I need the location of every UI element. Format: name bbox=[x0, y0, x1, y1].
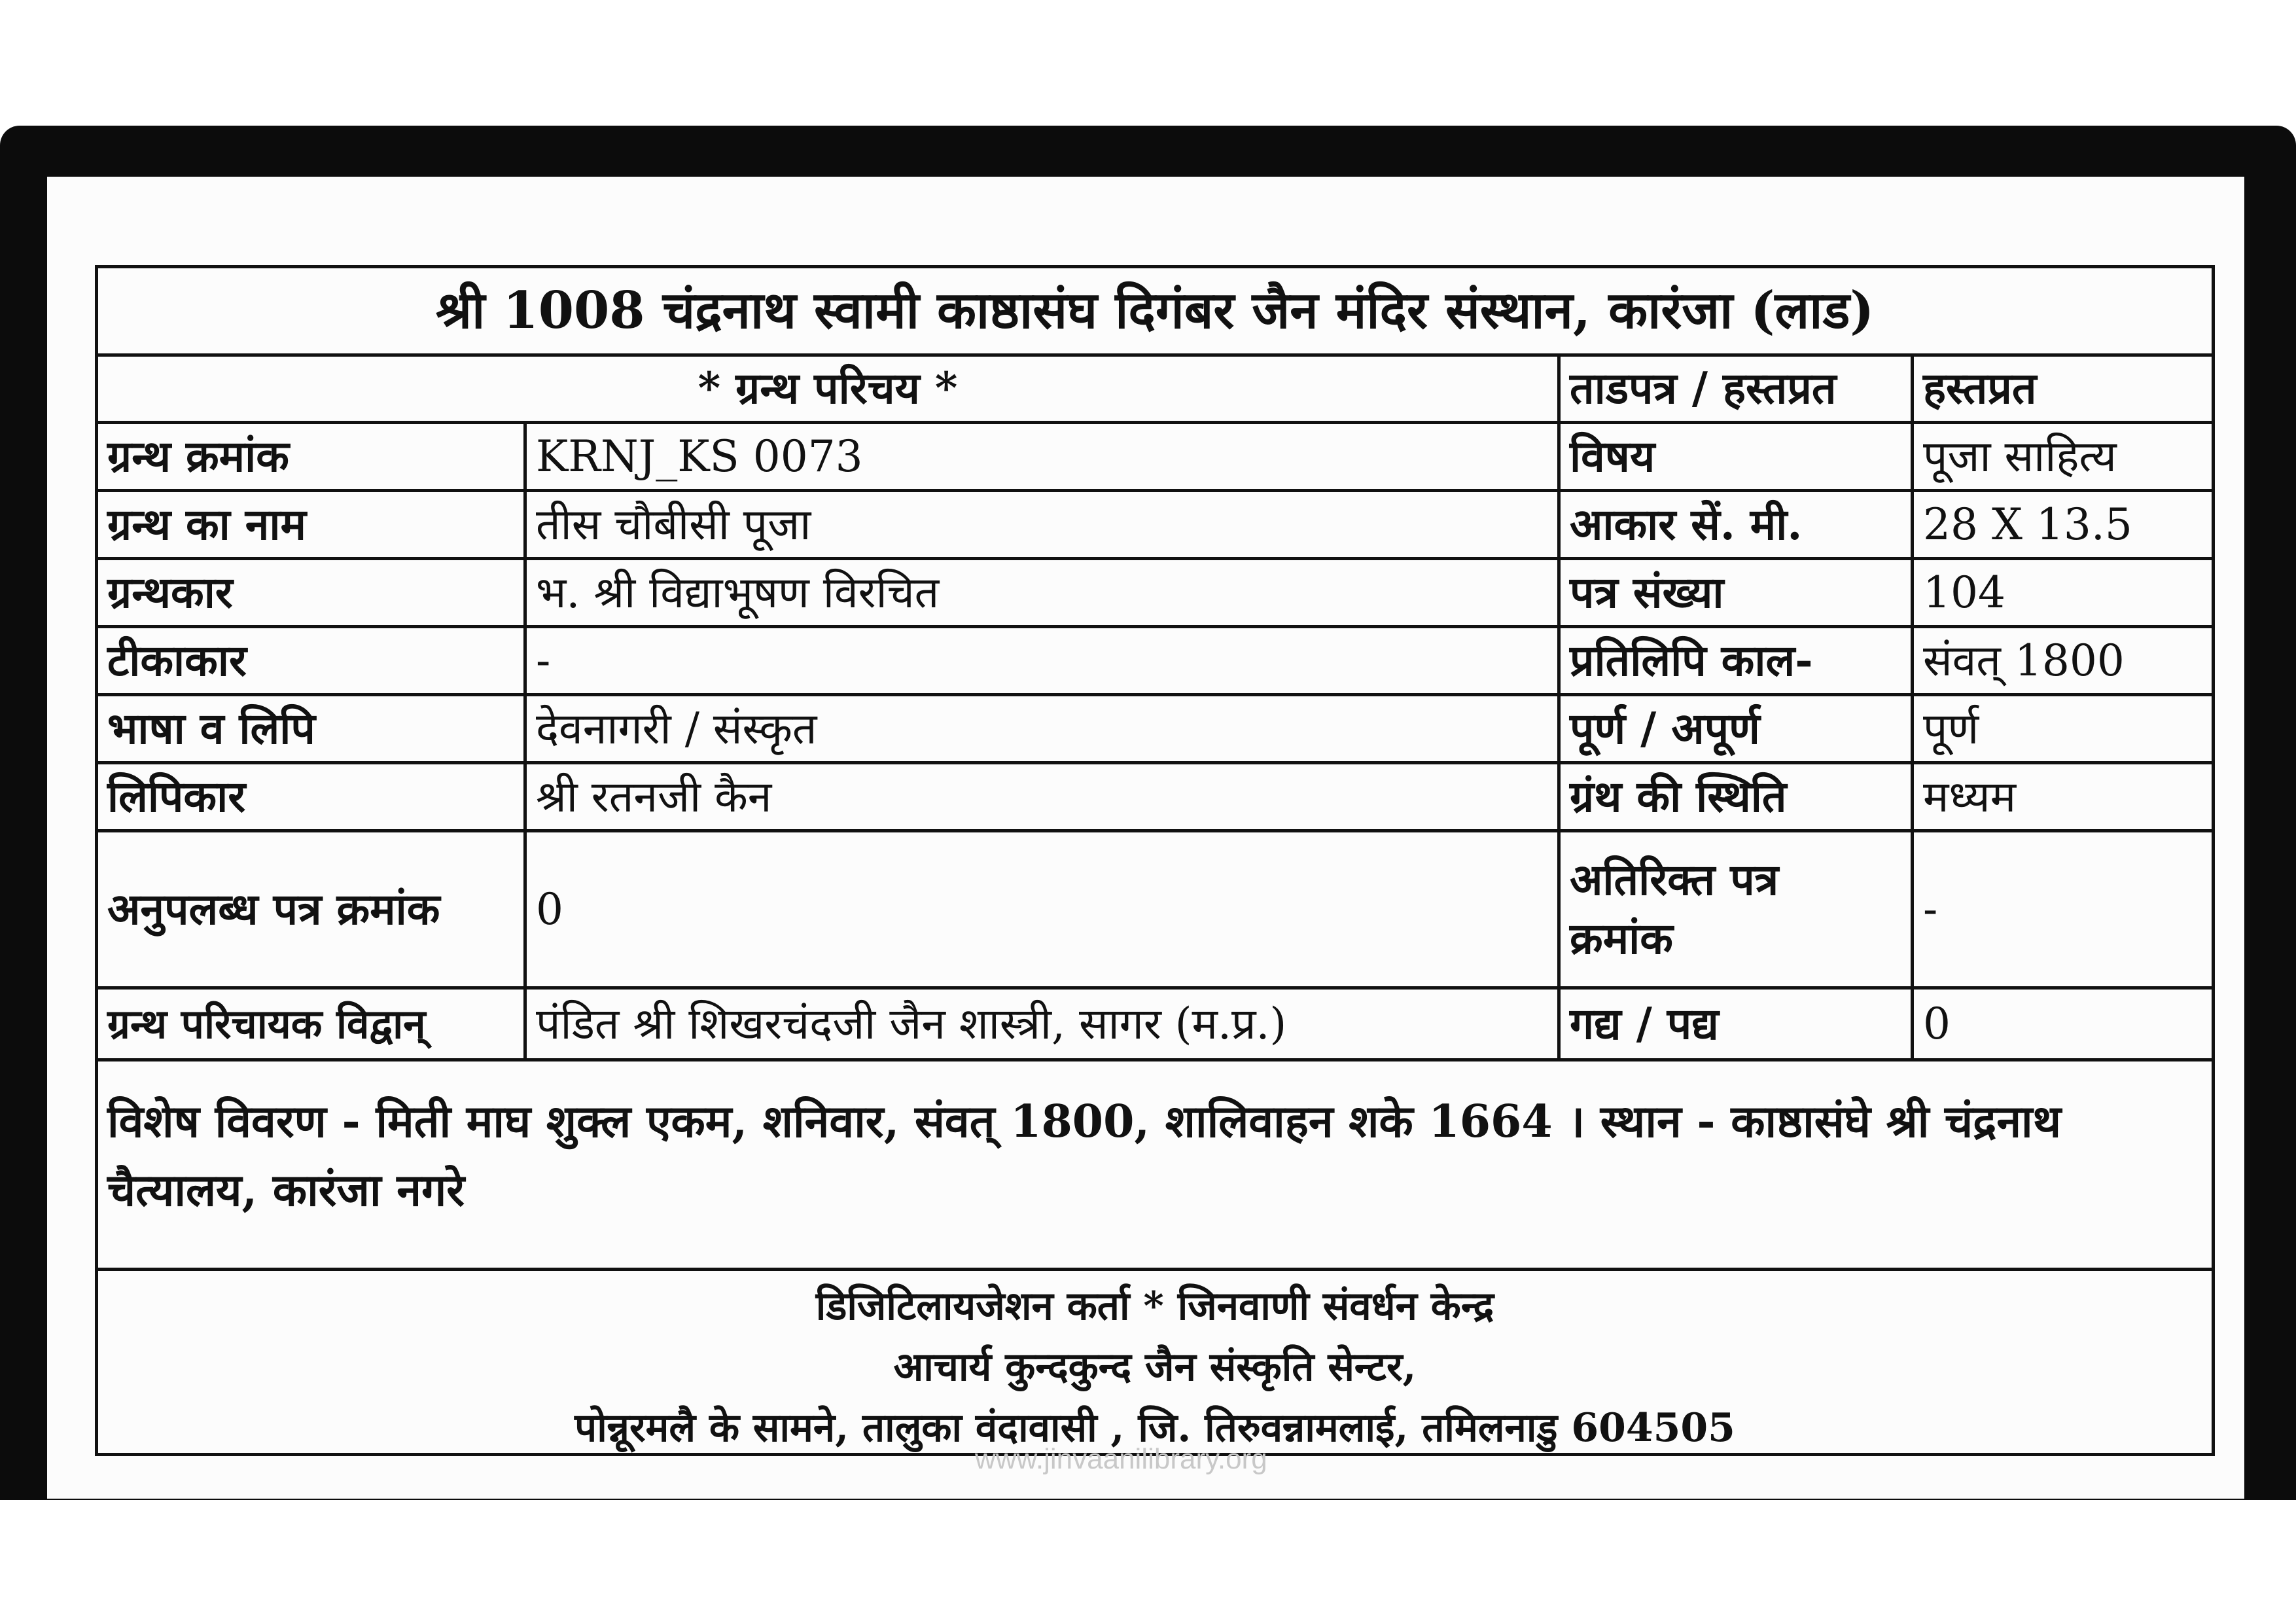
field-label: ग्रन्थ परिचायक विद्वान् bbox=[98, 990, 527, 1058]
field-label: आकार सें. मी. bbox=[1561, 492, 1914, 557]
field-label: विषय bbox=[1561, 424, 1914, 489]
field-label: पत्र संख्या bbox=[1561, 560, 1914, 625]
field-label: ग्रंथ की स्थिति bbox=[1561, 764, 1914, 829]
field-value: पंडित श्री शिखरचंदजी जैन शास्त्री, सागर (म.प्र.) bbox=[527, 990, 1561, 1058]
field-value: 28 X 13.5 bbox=[1923, 499, 2132, 550]
field-value: KRNJ_KS 0073 bbox=[527, 424, 1561, 489]
field-label: लिपिकार bbox=[98, 764, 527, 829]
field-value: भ. श्री विद्याभूषण विरचित bbox=[527, 560, 1561, 625]
details-row bbox=[98, 1061, 2212, 1271]
title-row bbox=[98, 268, 2212, 357]
field-label: गद्य / पद्य bbox=[1561, 990, 1914, 1058]
field-value: मध्यम bbox=[1923, 771, 2017, 822]
table-row bbox=[98, 492, 2212, 560]
type-label: ताडपत्र / हस्तप्रत bbox=[1561, 357, 1914, 421]
field-label: प्रतिलिपि काल- bbox=[1561, 628, 1914, 693]
field-value: पूजा साहित्य bbox=[1923, 431, 2117, 482]
table-row bbox=[98, 696, 2212, 764]
field-label: टीकाकार bbox=[98, 628, 527, 693]
field-value: 0 bbox=[1923, 998, 1951, 1049]
field-value: संवत् 1800 bbox=[1923, 635, 2125, 686]
field-label: भाषा व लिपि bbox=[98, 696, 527, 761]
type-value: हस्तप्रत bbox=[1923, 363, 2037, 414]
field-value: 0 bbox=[527, 832, 1561, 986]
table-row bbox=[98, 628, 2212, 696]
field-value: पूर्ण bbox=[1923, 703, 1979, 754]
field-label: ग्रन्थ क्रमांक bbox=[98, 424, 527, 489]
footer-line-digitizer: डिजिटिलायजेशन कर्ता * जिनवाणी संवर्धन केन्द्र bbox=[815, 1283, 1494, 1329]
field-label: ग्रन्थ का नाम bbox=[98, 492, 527, 557]
digitization-footer bbox=[98, 1271, 2212, 1454]
manuscript-info-card bbox=[95, 265, 2215, 1456]
table-row bbox=[98, 832, 2212, 990]
intro-row bbox=[98, 357, 2212, 424]
field-label: अतिरिक्त पत्र क्रमांक bbox=[1561, 832, 1914, 986]
special-details: विशेष विवरण - मिती माघ शुक्ल एकम, शनिवार, संवत् 1800, शालिवाहन शके 1664 । स्थान - काष्ठासंघे श्री चंद्रनाथ चैत्यालय, कारंजा नगरे bbox=[107, 1096, 2062, 1217]
field-value: - bbox=[1923, 883, 1938, 935]
table-row bbox=[98, 560, 2212, 628]
intro-heading: * ग्रन्थ परिचय * bbox=[98, 357, 1561, 421]
watermark-text: www.jinvaanilibrary.org bbox=[975, 1443, 1267, 1475]
field-label: ग्रन्थकार bbox=[98, 560, 527, 625]
field-value: देवनागरी / संस्कृत bbox=[527, 696, 1561, 761]
table-row bbox=[98, 990, 2212, 1061]
field-value: श्री रतनजी कैन bbox=[527, 764, 1561, 829]
field-label: अनुपलब्ध पत्र क्रमांक bbox=[98, 832, 527, 986]
field-value: तीस चौबीसी पूजा bbox=[527, 492, 1561, 557]
table-row bbox=[98, 424, 2212, 492]
footer-line-center: आचार्य कुन्दकुन्द जैन संस्कृति सेन्टर, bbox=[893, 1344, 1417, 1390]
field-label: पूर्ण / अपूर्ण bbox=[1561, 696, 1914, 761]
table-row bbox=[98, 764, 2212, 832]
field-value: - bbox=[527, 628, 1561, 693]
footer-line-address: पोन्नूरमलै के सामने, तालुका वंदावासी , जि. तिरुवन्नामलाई, तमिलनाडु 604505 bbox=[574, 1405, 1735, 1451]
field-value: 104 bbox=[1923, 567, 2005, 618]
institution-title: श्री 1008 चंद्रनाथ स्वामी काष्ठासंघ दिगंबर जैन मंदिर संस्थान, कारंजा (लाड) bbox=[435, 281, 1875, 341]
